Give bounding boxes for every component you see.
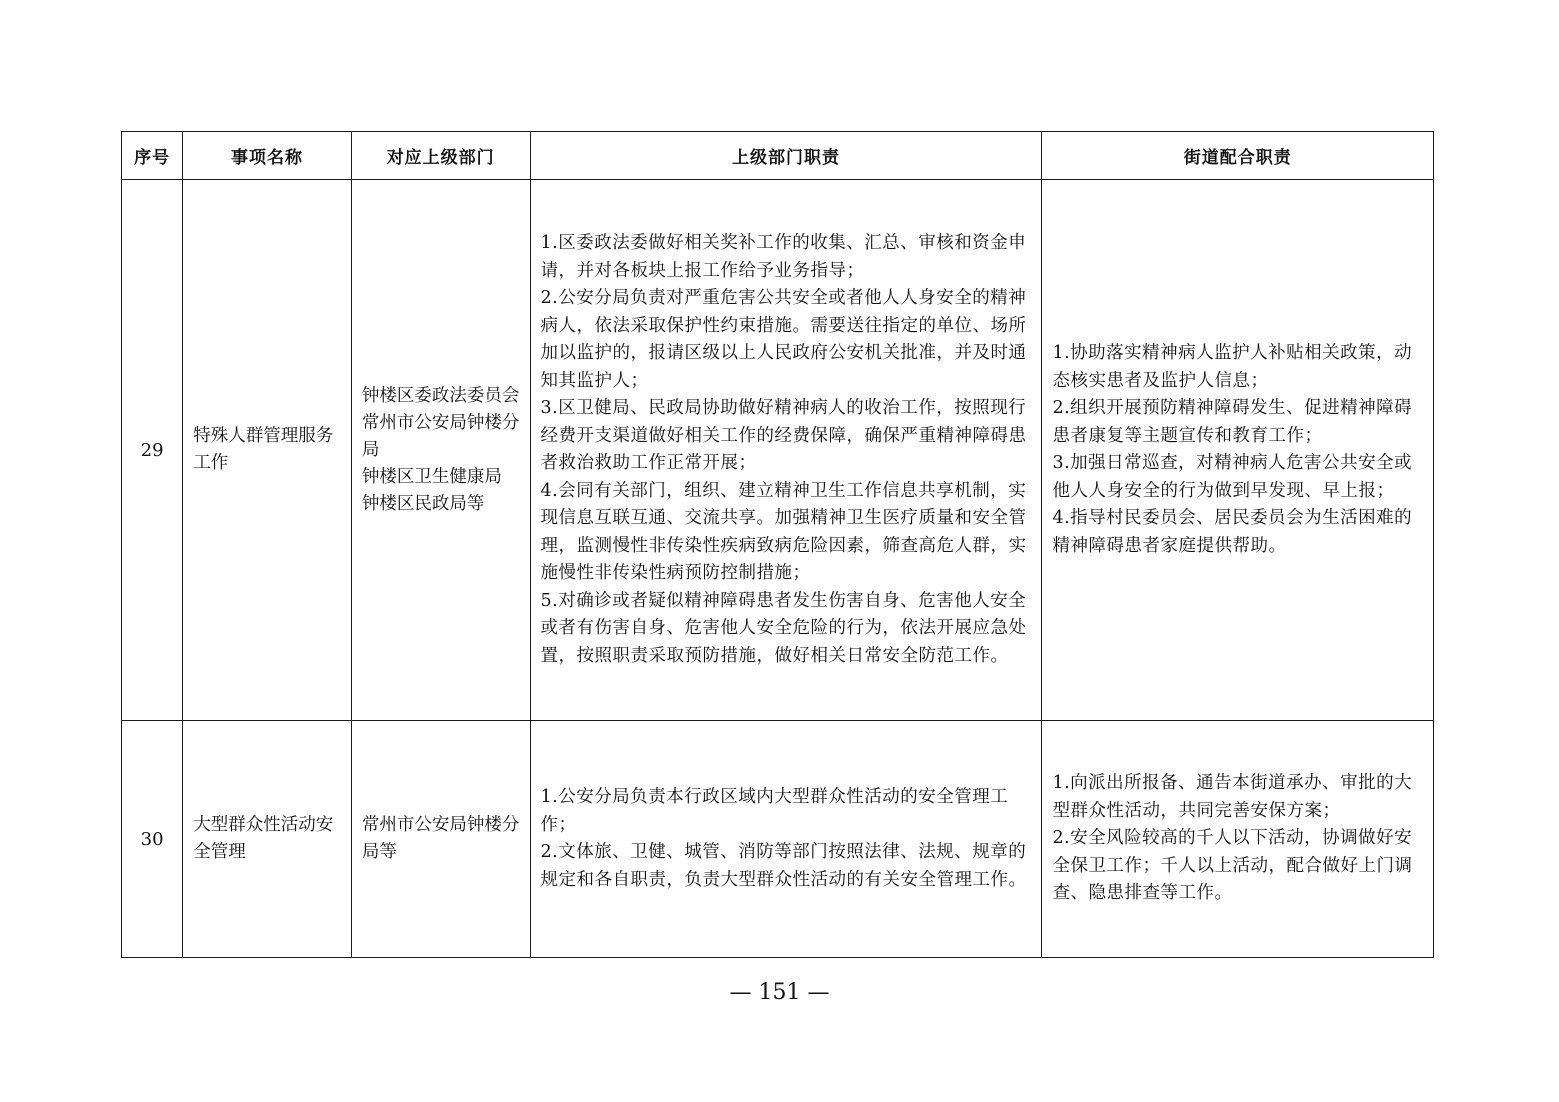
header-item-name: 事项名称 [183,132,352,180]
dept-line: 钟楼区卫生健康局 [361,466,502,487]
header-superior-dept: 对应上级部门 [351,132,530,180]
table-row [122,180,1434,721]
row-number: 29 [122,180,183,721]
item-name: 特殊人群管理服务工作 [183,180,352,721]
street-item: 1.向派出所报备、通告本街道承办、审批的大型群众性活动，共同完善安保方案； [1052,773,1413,821]
row-number: 30 [122,721,183,958]
header-street-duties: 街道配合职责 [1042,132,1434,180]
dept-line: 常州市公安局钟楼分局 [361,412,520,460]
duty-item: 3.区卫健局、民政局协助做好精神病人的收治工作，按照现行经费开支渠道做好相关工作的经费保障，确保严重精神障碍患者救治救助工作正常开展； [540,398,1027,473]
superior-duties [530,721,1042,958]
street-item: 3.加强日常巡查，对精神病人危害公共安全或他人人身安全的行为做到早发现、早上报； [1052,453,1413,501]
duty-item: 1.公安分局负责本行政区域内大型群众性活动的安全管理工作； [540,787,1009,835]
dept-line: 常州市公安局钟楼分局等 [361,815,520,862]
duty-item: 1.区委政法委做好相关奖补工作的收集、汇总、审核和资金申请，并对各板块上报工作给予业务指导； [540,233,1027,281]
duty-item: 2.文体旅、卫健、城管、消防等部门按照法律、法规、规章的规定和各自职责，负责大型群众性活动的有关安全管理工作。 [540,842,1027,890]
superior-duties [530,180,1042,721]
responsibility-table [121,131,1434,958]
street-item: 2.安全风险较高的千人以下活动，协调做好安全保卫工作；千人以上活动，配合做好上门调查、隐患排查等工作。 [1052,828,1413,904]
street-duties [1042,721,1434,958]
item-name: 大型群众性活动安全管理 [183,721,352,958]
table-row [122,721,1434,958]
street-duties [1042,180,1434,721]
duty-item: 2.公安分局负责对严重危害公共安全或者他人人身安全的精神病人，依法采取保护性约束措施。需要送往指定的单位、场所加以监护的，报请区级以上人民政府公安机关批准，并及时通知其监护人； [540,288,1027,391]
dept-line: 钟楼区委政法委员会 [361,385,520,406]
header-superior-duties: 上级部门职责 [530,132,1042,180]
street-item: 2.组织开展预防精神障碍发生、促进精神障碍患者康复等主题宣传和教育工作； [1052,398,1413,446]
duty-item: 5.对确诊或者疑似精神障碍患者发生伤害自身、危害他人安全或者有伤害自身、危害他人安全危险的行为，依法开展应急处置，按照职责采取预防措施，做好相关日常安全防范工作。 [540,590,1027,666]
dept-line: 钟楼区民政局等 [361,493,485,514]
superior-dept [351,721,530,958]
header-no: 序号 [122,132,183,180]
street-item: 4.指导村民委员会、居民委员会为生活困难的精神障碍患者家庭提供帮助。 [1052,508,1413,556]
street-item: 1.协助落实精神病人监护人补贴相关政策，动态核实患者及监护人信息； [1052,343,1413,391]
superior-dept [351,180,530,721]
table-header-row [122,132,1434,180]
page-number: — 151 — [729,980,830,1005]
duty-item: 4.会同有关部门，组织、建立精神卫生工作信息共享机制，实现信息互联互通、交流共享。加强精神卫生医疗质量和安全管理，监测慢性非传染性疾病致病危险因素，筛查高危人群，实施慢性非传染性病预防控制措施； [540,480,1027,583]
